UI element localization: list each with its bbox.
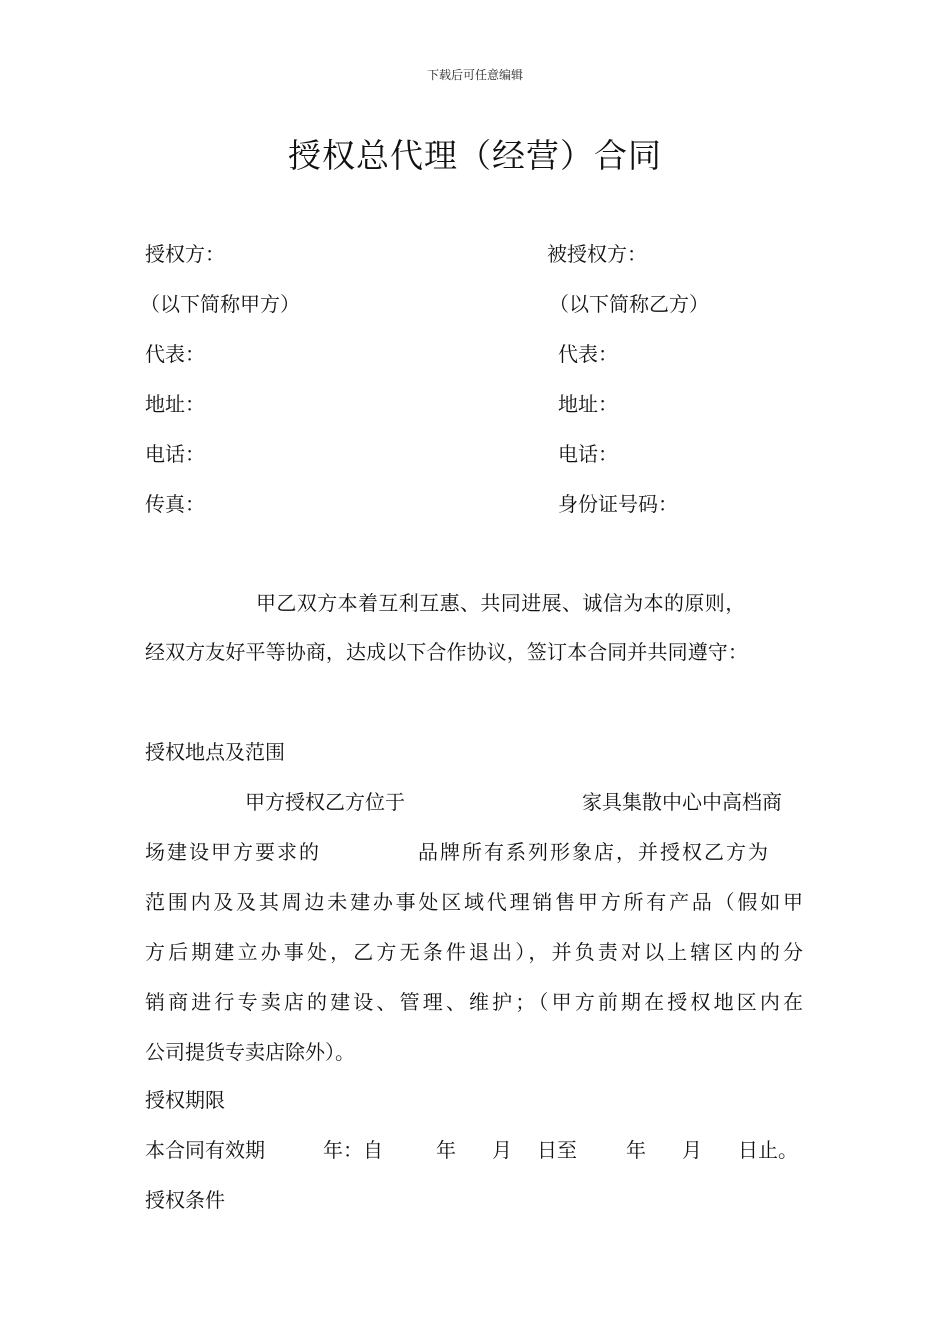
term-start-year: 年 [436,1138,456,1162]
party-b-address: 地址： [558,392,618,416]
party-a-phone: 电话： [145,442,205,466]
document-title: 授权总代理（经营）合同 [288,136,662,175]
party-b-rep: 代表： [558,342,618,366]
party-a-label: 授权方： [145,242,225,266]
term-end-year: 年 [626,1138,646,1162]
scope-line-1a: 甲方授权乙方位于 [245,790,405,814]
party-a-fax: 传真： [145,492,205,516]
scope-line-6: 公司提货专卖店除外）。 [145,1040,355,1064]
term-start-month: 月 [492,1138,512,1162]
scope-line-3: 范围内及及其周边未建办事处区域代理销售甲方所有产品（假如甲 [145,890,803,914]
party-b-label: 被授权方： [547,242,647,266]
party-b-phone: 电话： [558,442,618,466]
party-a-address: 地址： [145,392,205,416]
party-b-alias: （以下简称乙方） [549,292,709,316]
term-end-month: 月 [682,1138,702,1162]
scope-line-5: 销商进行专卖店的建设、管理、维护；（甲方前期在授权地区内在 [145,990,803,1014]
term-validity-label: 本合同有效期 [145,1138,265,1162]
scope-line-2a: 场建设甲方要求的 [145,840,321,864]
party-a-rep: 代表： [145,342,205,366]
section-heading-scope: 授权地点及范围 [145,740,285,764]
preamble-line-2: 经双方友好平等协商，达成以下合作协议，签订本合同并共同遵守： [145,640,748,664]
term-years-from: 年：自 [323,1138,383,1162]
section-heading-term: 授权期限 [145,1088,225,1112]
party-b-id-number: 身份证号码： [558,492,678,516]
scope-line-4: 方后期建立办事处，乙方无条件退出），并负责对以上辖区内的分 [145,940,803,964]
term-end-day: 日止。 [738,1138,798,1162]
scope-line-1b: 家具集散中心中高档商 [582,790,782,814]
header-note: 下载后可任意编辑 [426,68,523,82]
section-heading-conditions: 授权条件 [145,1188,225,1212]
term-start-day-to: 日至 [537,1138,577,1162]
party-a-alias: （以下简称甲方） [140,292,300,316]
scope-line-2b: 品牌所有系列形象店，并授权乙方为 [418,840,770,864]
preamble-line-1: 甲乙双方本着互利互惠、共同进展、诚信为本的原则， [256,591,746,615]
